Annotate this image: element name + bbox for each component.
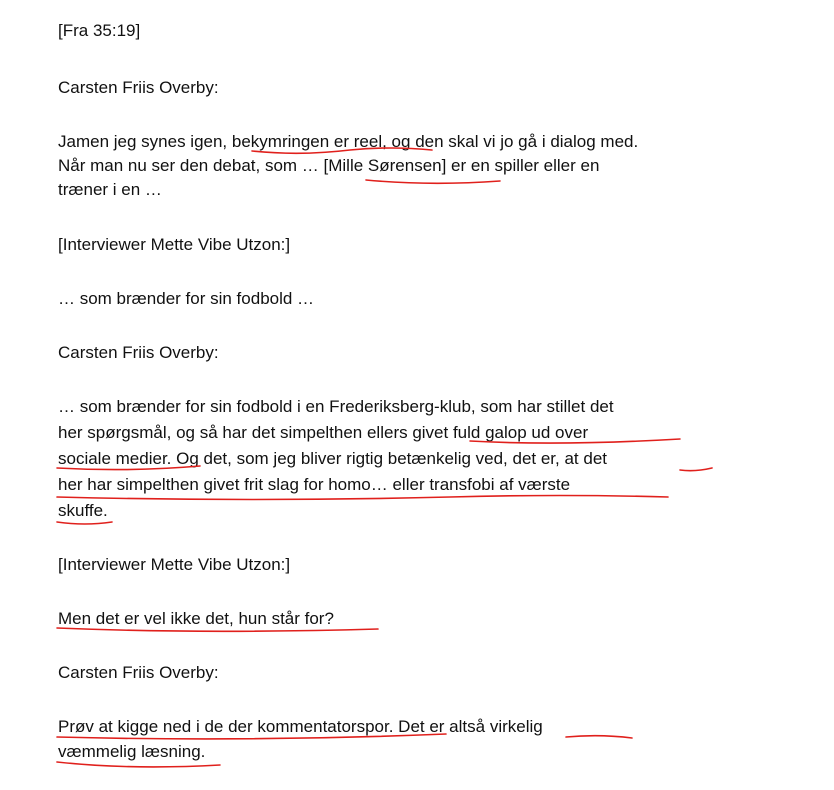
transcript-line: her spørgsmål, og så har det simpelthen ellers givet fuld galop ud over [58,423,589,442]
speaker-label: [Interviewer Mette Vibe Utzon:] [58,555,291,574]
transcript-line: Jamen jeg synes igen, bekymringen er reel, og den skal vi jo gå i dialog med. [58,132,639,151]
speaker-label: Carsten Friis Overby: [58,343,219,362]
underline-mark [680,468,712,471]
speaker-label: [Interviewer Mette Vibe Utzon:] [58,235,291,254]
speaker-label: Carsten Friis Overby: [58,78,219,97]
transcript-line: træner i en … [58,180,162,199]
transcript-line: væmmelig læsning. [58,742,206,761]
underline-mark [566,736,632,738]
transcript-line: Når man nu ser den debat, som … [Mille Sørensen] er en spiller eller en [58,156,600,175]
transcript-line: Men det er vel ikke det, hun står for? [58,609,334,628]
timestamp: [Fra 35:19] [58,21,141,40]
transcript-line: … som brænder for sin fodbold i en Frederiksberg-klub, som har stillet det [58,397,614,416]
underline-mark [366,180,500,183]
transcript-line: Prøv at kigge ned i de der kommentatorspor. Det er altså virkelig [58,717,543,736]
transcript-line: sociale medier. Og det, som jeg bliver rigtig betænkelig ved, det er, at det [58,449,608,468]
transcript-line: … som brænder for sin fodbold … [58,289,315,308]
speaker-label: Carsten Friis Overby: [58,663,219,682]
transcript-line: skuffe. [58,501,108,520]
transcript-line: her har simpelthen givet frit slag for homo… eller transfobi af værste [58,475,571,494]
